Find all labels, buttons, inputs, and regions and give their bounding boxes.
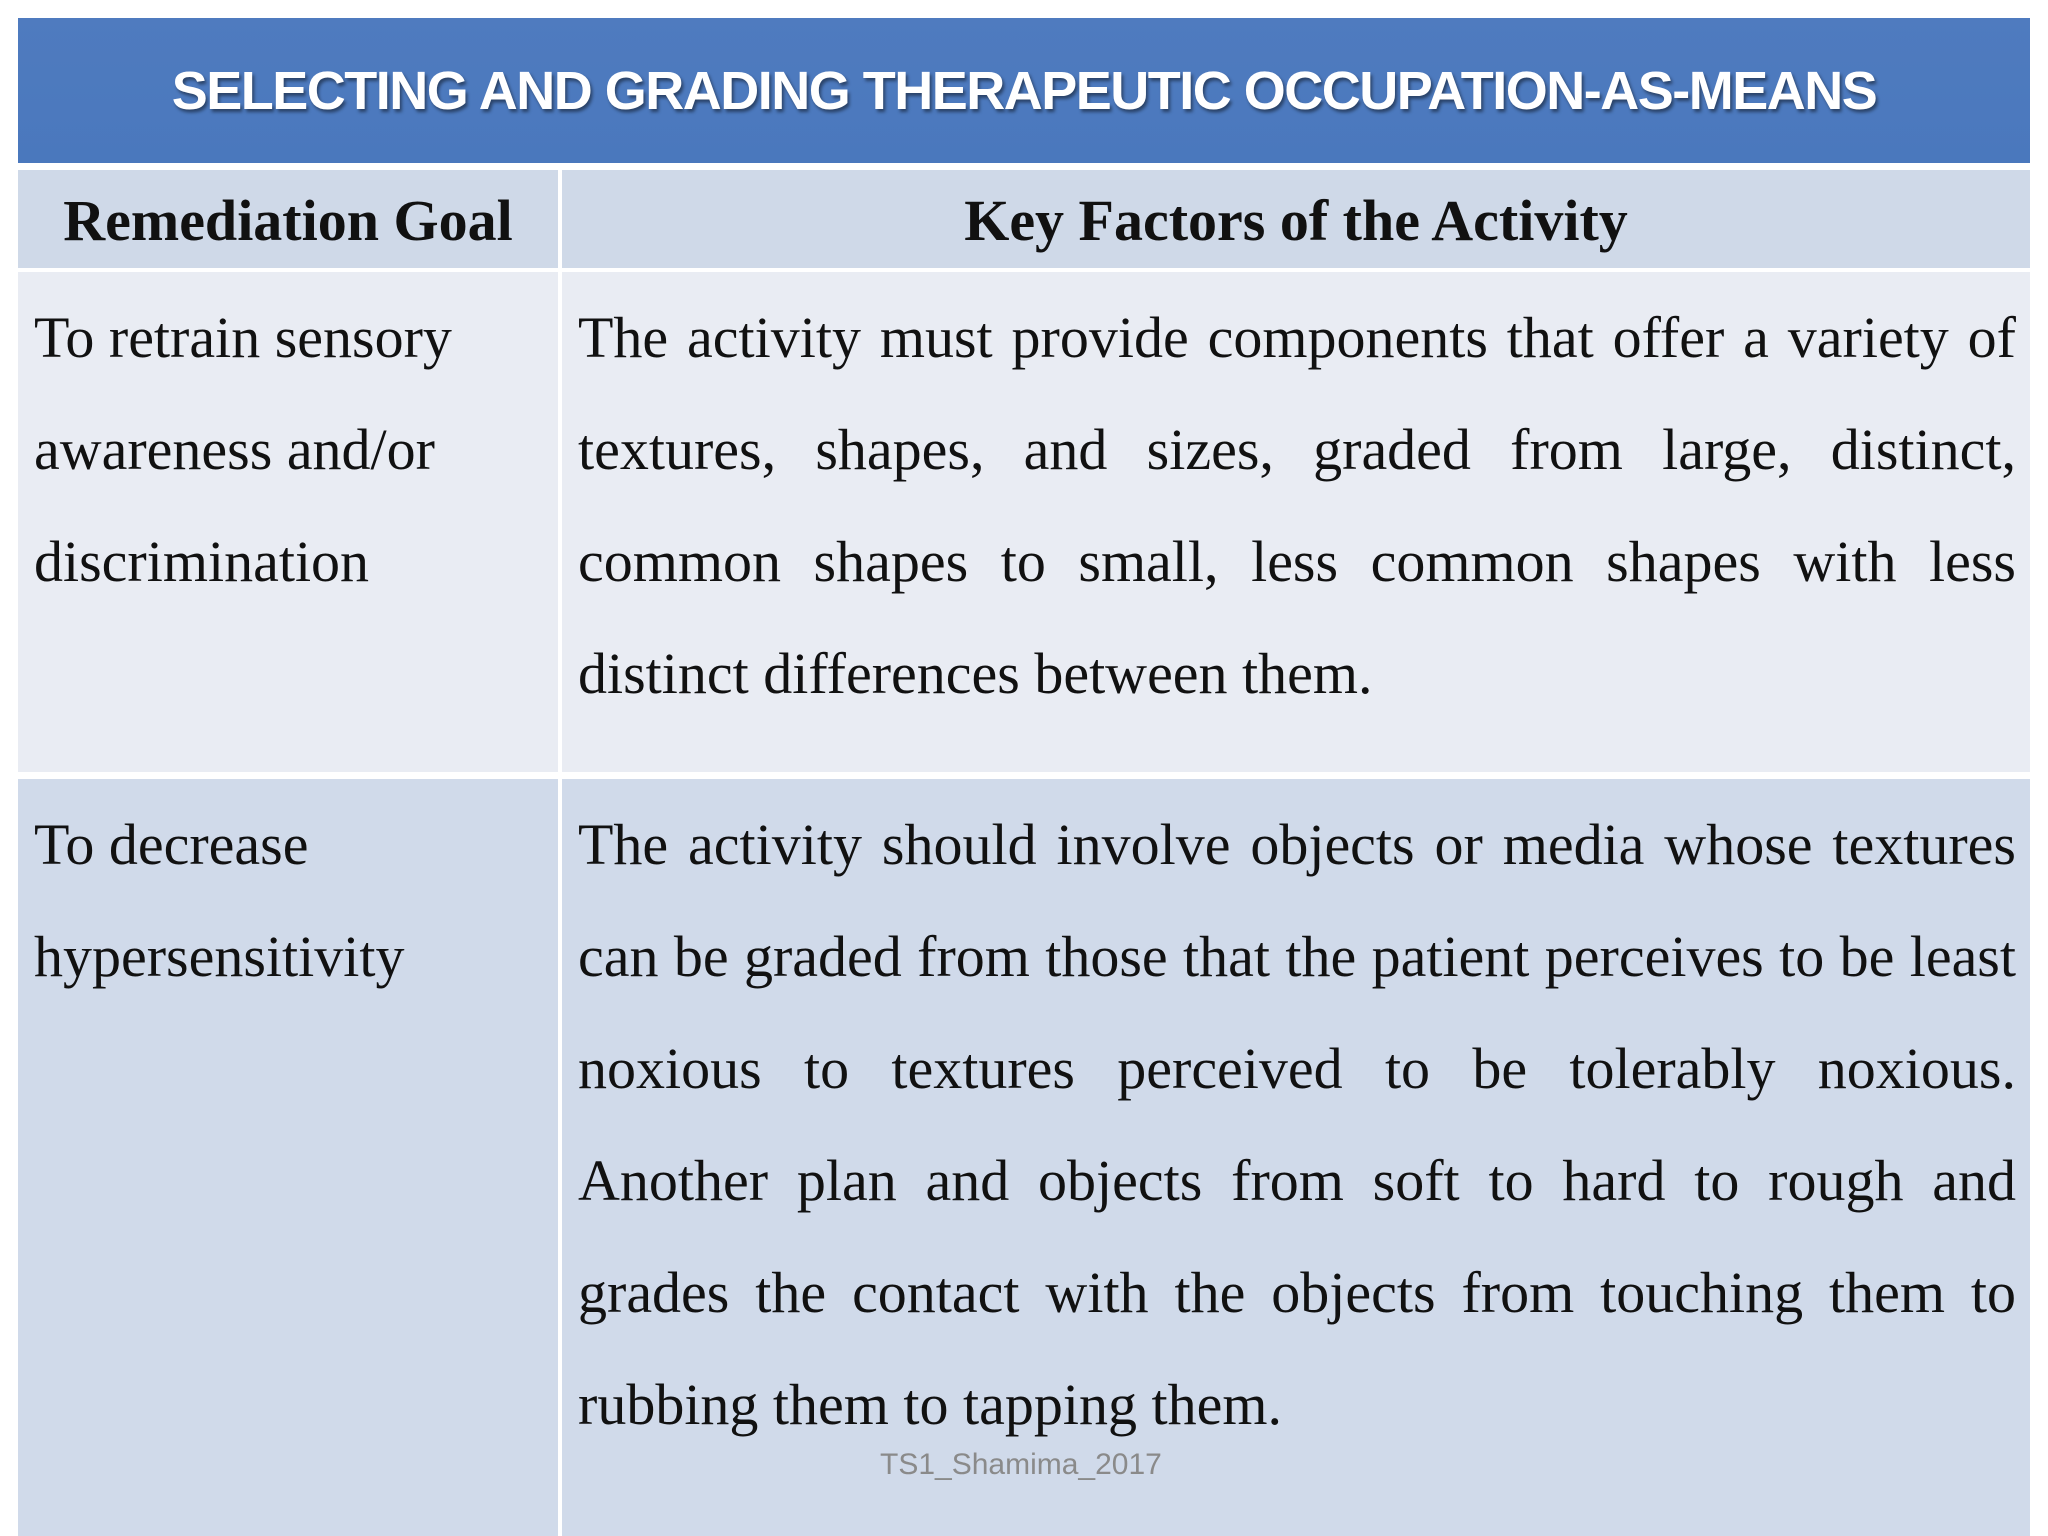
slide-title: SELECTING AND GRADING THERAPEUTIC OCCUPATION-AS-MEANS xyxy=(171,60,1877,121)
table-row-2-factors-cell xyxy=(562,779,2030,1536)
header-remediation-goal xyxy=(18,170,562,270)
title-bar xyxy=(18,18,2030,168)
row-1-goal-text: To retrain sensory awareness and/or discrimination xyxy=(34,305,452,594)
watermark: TS1_Shamima_2017 xyxy=(880,1448,1162,1481)
header-goal-label: Remediation Goal xyxy=(63,187,513,253)
table-row-1-factors-cell xyxy=(562,272,2030,776)
table-row-2-goal-cell xyxy=(18,779,562,1536)
row-2-goal-text: To decrease hypersensitivity xyxy=(34,812,405,989)
table-row-1-goal-cell xyxy=(18,272,562,776)
header-key-factors xyxy=(562,170,2030,270)
header-factors-label: Key Factors of the Activity xyxy=(964,187,1628,253)
row-divider xyxy=(18,772,2030,778)
row-1-factors-text: The activity must provide components that offer a variety of textures, shapes, and sizes, graded from large, distinct, common shapes to small, less common shapes with less distinct differences between them. xyxy=(578,305,2016,706)
row-2-factors-text: The activity should involve objects or media whose textures can be graded from those that the patient perceives to be least noxious to textures perceived to be tolerably noxious. Another plan and objects from soft to hard to rough and grades the contact with the objects from touching them to rubbing them to tapping them. xyxy=(578,812,2016,1437)
